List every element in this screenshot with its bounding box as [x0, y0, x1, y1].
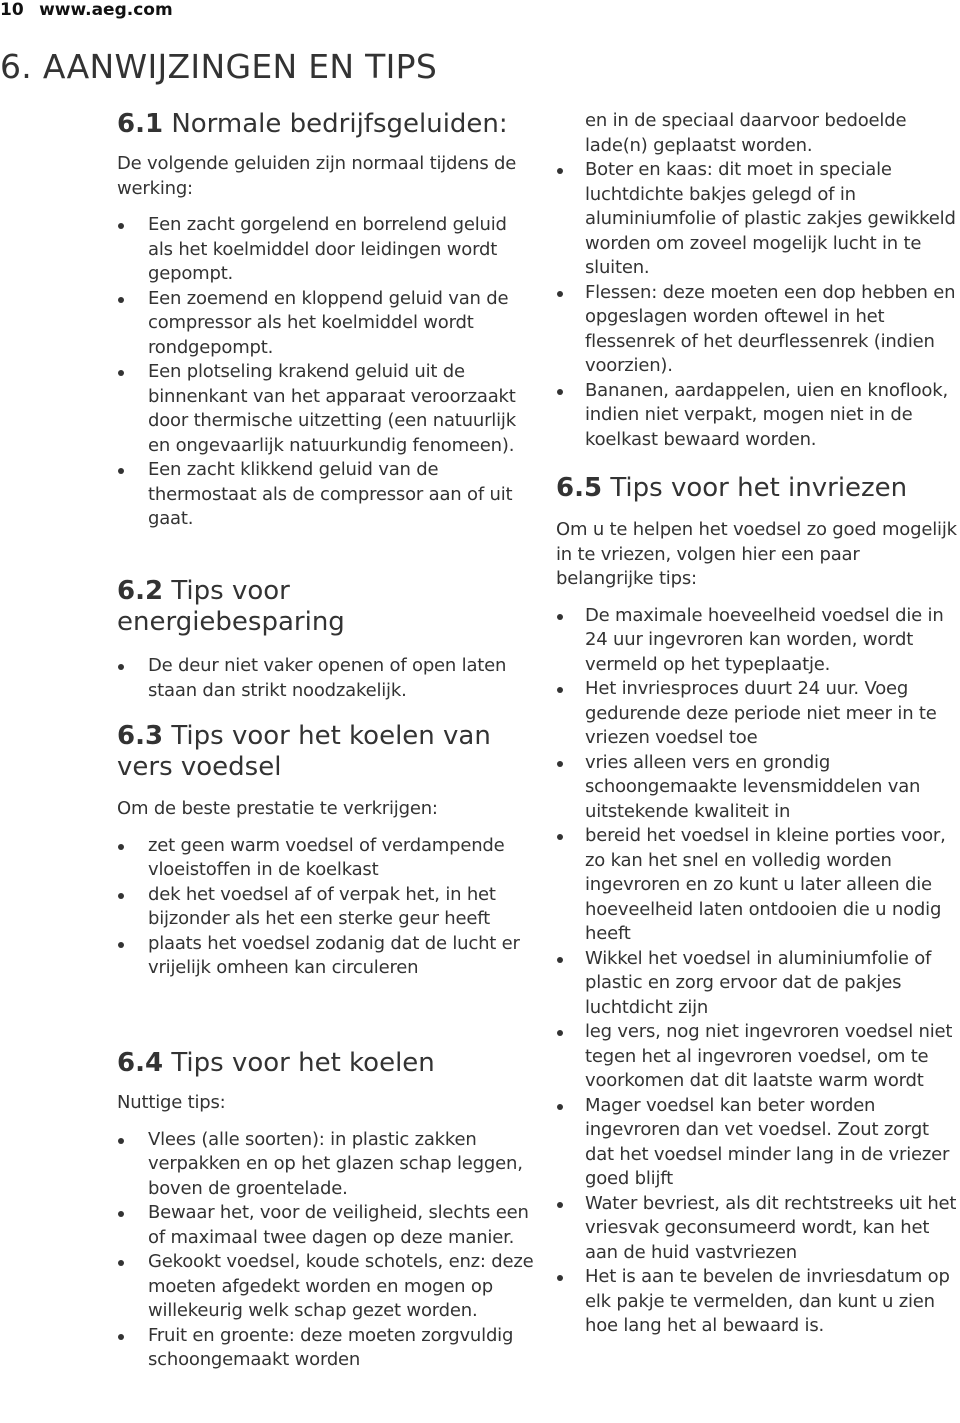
bullet-icon — [118, 1138, 124, 1144]
list-item: Wikkel het voedsel in aluminiumfolie of plastic en zorg ervoor dat de pakjes luchtdicht zijn — [556, 947, 960, 1021]
section-6-5 — [556, 473, 960, 1339]
bullet-icon — [118, 1334, 124, 1340]
section-heading: 6.1 Normale bedrijfsgeluiden: — [117, 109, 508, 139]
bullet-icon — [557, 687, 563, 693]
bullet-icon — [118, 893, 124, 899]
section-heading: 6.4 Tips voor het koelen — [117, 1048, 435, 1078]
list-item: Water bevriest, als dit rechtstreeks uit het vriesvak geconsumeerd wordt, kan het aan de huid vastvriezen — [556, 1192, 960, 1266]
list-item: Bananen, aardappelen, uien en knoflook, indien niet verpakt, mogen niet in de koelkast bewaard worden. — [556, 379, 960, 453]
bullet-icon — [118, 223, 124, 229]
bullet-icon — [557, 1104, 563, 1110]
section-intro: Nuttige tips: — [117, 1092, 226, 1113]
list-item: zet geen warm voedsel of verdampende vloeistoffen in de koelkast — [117, 834, 537, 883]
bullet-icon — [557, 168, 563, 174]
bullet-list — [117, 1128, 537, 1373]
list-item: Een zacht klikkend geluid van de thermostaat als de compressor aan of uit gaat. — [117, 458, 537, 532]
bullet-icon — [557, 761, 563, 767]
list-item: De deur niet vaker openen of open laten staan dan strikt noodzakelijk. — [117, 654, 537, 703]
bullet-icon — [118, 297, 124, 303]
section-heading: 6.3 Tips voor het koelen van vers voedsel — [117, 721, 491, 782]
bullet-icon — [557, 1202, 563, 1208]
bullet-icon — [557, 389, 563, 395]
list-item: Een zoemend en kloppend geluid van de compressor als het koelmiddel wordt rondgepompt. — [117, 287, 537, 361]
bullet-icon — [557, 834, 563, 840]
bullet-list — [117, 213, 537, 532]
bullet-list — [556, 604, 960, 1339]
list-item: Vlees (alle soorten): in plastic zakken verpakken en op het glazen schap leggen, boven de groentelade. — [117, 1128, 537, 1202]
list-item: Flessen: deze moeten een dop hebben en opgeslagen worden oftewel in het flessenrek of het deurflessenrek (indien voorzien). — [556, 281, 960, 379]
list-item: Het is aan te bevelen de invriesdatum op elk pakje te vermelden, dan kunt u zien hoe lang het al bewaard is. — [556, 1265, 960, 1339]
bullet-icon — [118, 468, 124, 474]
list-item: Mager voedsel kan beter worden ingevroren dan vet voedsel. Zout zorgt dat het voedsel minder lang in de vriezer goed blijft — [556, 1094, 960, 1192]
section-intro: Om u te helpen het voedsel zo goed mogelijk in te vriezen, volgen hier een paar belangrijke tips: — [556, 519, 957, 589]
bullet-icon — [118, 1260, 124, 1266]
bullet-list — [117, 834, 537, 981]
list-item: Gekookt voedsel, koude schotels, enz: deze moeten afgedekt worden en mogen op willekeurig welk schap gezet worden. — [117, 1250, 537, 1324]
section-6-4 — [117, 1048, 537, 1373]
bullet-icon — [118, 1211, 124, 1217]
list-item: Boter en kaas: dit moet in speciale luchtdichte bakjes gelegd of in aluminiumfolie of plastic zakjes gewikkeld worden om zoveel mogelijk lucht in te sluiten. — [556, 158, 960, 281]
list-item: Bewaar het, voor de veiligheid, slechts een of maximaal twee dagen op deze manier. — [117, 1201, 537, 1250]
bullet-icon — [118, 942, 124, 948]
website-link[interactable]: www.aeg.com — [39, 0, 173, 20]
chapter-title: 6. AANWIJZINGEN EN TIPS — [0, 47, 438, 86]
section-6-2 — [117, 576, 507, 703]
list-item: Een zacht gorgelend en borrelend geluid als het koelmiddel door leidingen wordt gepompt. — [117, 213, 537, 287]
bullet-icon — [118, 844, 124, 850]
section-intro: Om de beste prestatie te verkrijgen: — [117, 798, 438, 819]
list-item: leg vers, nog niet ingevroren voedsel niet tegen het al ingevroren voedsel, om te voorkomen dat dit laatste warm wordt — [556, 1020, 960, 1094]
list-item: Een plotseling krakend geluid uit de binnenkant van het apparaat veroorzaakt door thermische uitzetting (een natuurlijk en ongevaarlijk natuurkundig fenomeen). — [117, 360, 537, 458]
list-item: Het invriesproces duurt 24 uur. Voeg gedurende deze periode niet meer in te vriezen voedsel toe — [556, 677, 960, 751]
page-number: 10 — [0, 0, 24, 20]
bullet-icon — [557, 291, 563, 297]
list-item: plaats het voedsel zodanig dat de lucht er vrijelijk omheen kan circuleren — [117, 932, 537, 981]
bullet-icon — [557, 1030, 563, 1036]
bullet-list — [117, 654, 537, 703]
page-header — [0, 0, 173, 20]
list-item: vries alleen vers en grondig schoongemaakte levensmiddelen van uitstekende kwaliteit in — [556, 751, 960, 825]
list-item: De maximale hoeveelheid voedsel die in 24 uur ingevroren kan worden, wordt vermeld op het typeplaatje. — [556, 604, 960, 678]
bullet-icon — [557, 1275, 563, 1281]
bullet-icon — [118, 664, 124, 670]
list-item: Fruit en groente: deze moeten zorgvuldig schoongemaakt worden — [117, 1324, 537, 1373]
section-6-3 — [117, 721, 520, 981]
list-item: dek het voedsel af of verpak het, in het bijzonder als het een sterke geur heeft — [117, 883, 537, 932]
section-heading: 6.5 Tips voor het invriezen — [556, 473, 908, 503]
section-heading: 6.2 Tips voor energiebesparing — [117, 576, 345, 637]
section-intro: De volgende geluiden zijn normaal tijdens de werking: — [117, 153, 517, 199]
section-6-1 — [117, 109, 537, 532]
section-6-4-continued — [556, 109, 960, 452]
bullet-icon — [557, 957, 563, 963]
list-item-continuation: en in de speciaal daarvoor bedoelde lade(n) geplaatst worden. — [585, 110, 907, 156]
list-item: bereid het voedsel in kleine porties voor, zo kan het snel en volledig worden ingevroren en zo kunt u later alleen die hoeveelheid laten ontdooien die u nodig heeft — [556, 824, 960, 947]
bullet-icon — [118, 370, 124, 376]
bullet-list — [556, 158, 960, 452]
bullet-icon — [557, 614, 563, 620]
